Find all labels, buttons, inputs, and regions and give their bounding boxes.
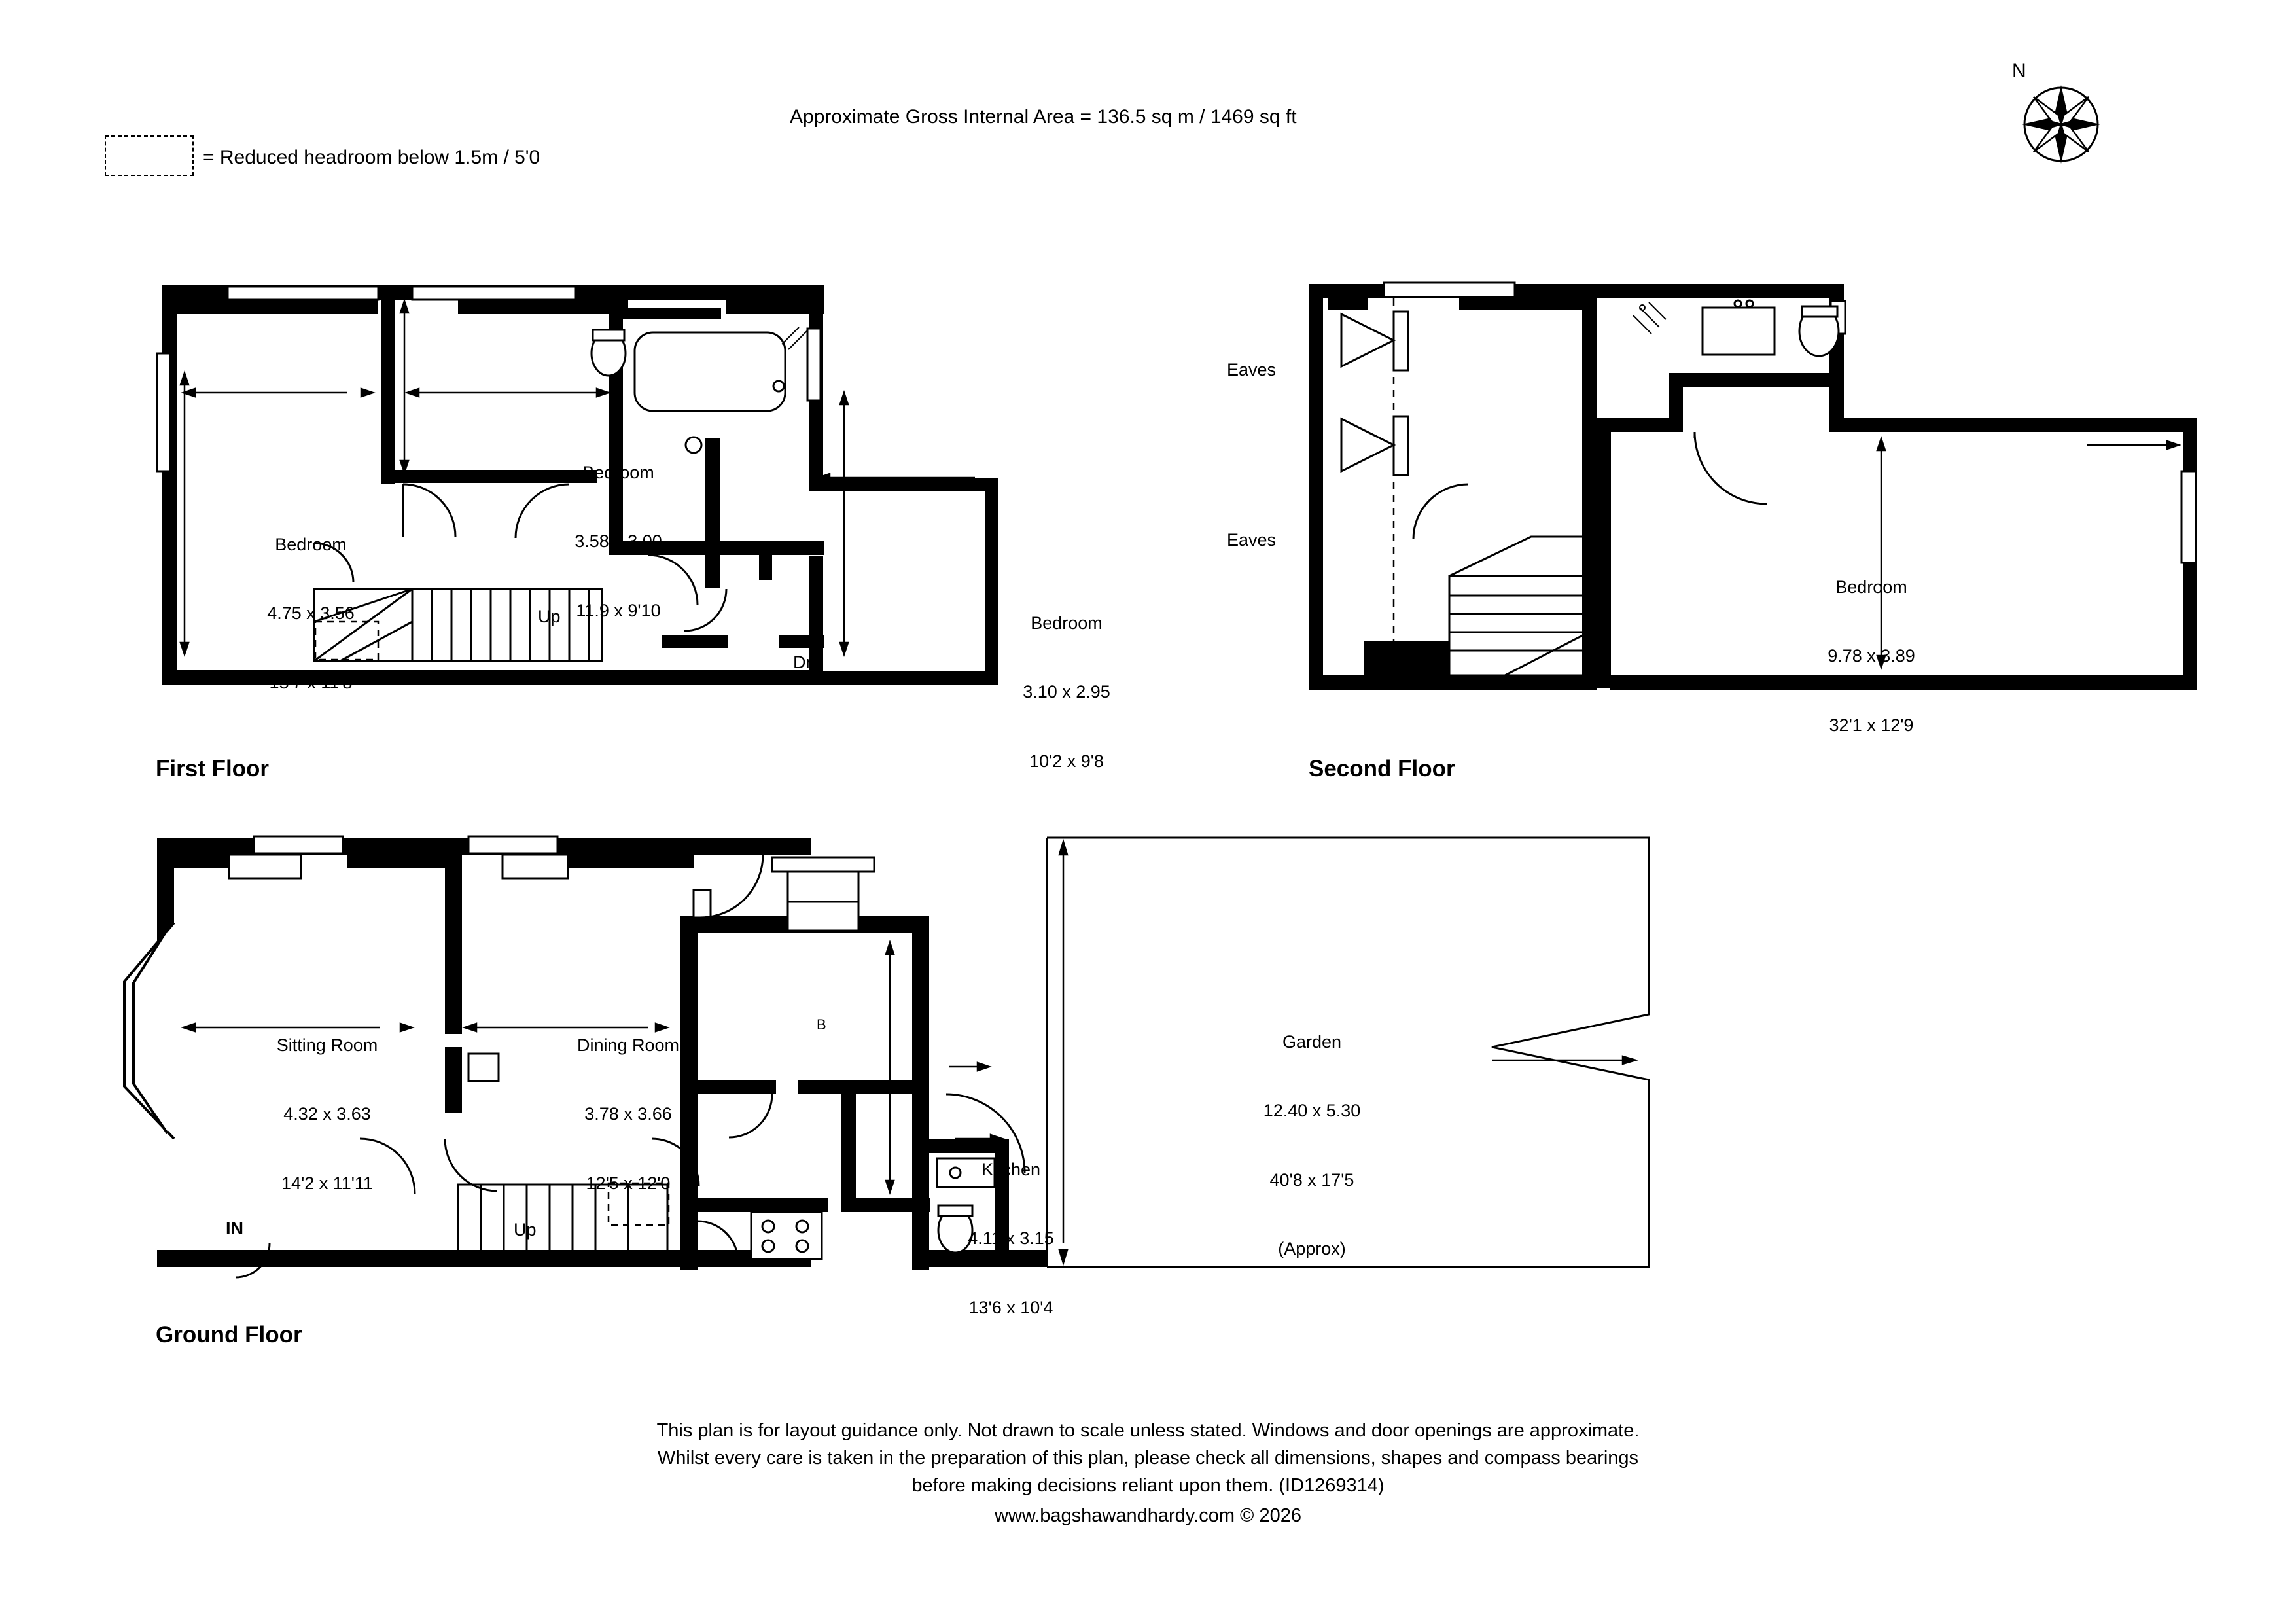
room-name: Dining Room (576, 1035, 680, 1056)
room-metric: 12.40 x 5.30 (1263, 1101, 1361, 1121)
second-floor-room-bedroom (1763, 530, 1979, 760)
room-note: (Approx) (1278, 1239, 1346, 1259)
room-imperial: 11.9 x 9'10 (576, 600, 661, 620)
room-metric: 3.58 x 3.00 (574, 531, 662, 552)
room-name: Sitting Room (276, 1035, 378, 1056)
second-floor-eaves-label-1: Eaves (1227, 360, 1277, 380)
room-name: Garden (1282, 1032, 1342, 1052)
room-name: Bedroom (1031, 613, 1103, 633)
room-name: Kitchen (981, 1160, 1041, 1180)
room-imperial: 15'7 x 11'8 (269, 672, 353, 692)
ground-floor-title: Ground Floor (156, 1322, 302, 1347)
ground-floor-room-dining (517, 988, 739, 1218)
ground-floor-room-sitting (216, 988, 438, 1218)
gross-area-note: Approximate Gross Internal Area = 136.5 sq m / 1469 sq ft (790, 106, 1297, 128)
ground-floor-marker-b: B (817, 1016, 826, 1033)
room-imperial: 32'1 x 12'9 (1829, 715, 1914, 735)
footer-line-3: before making decisions reliant upon them. (ID1269314) (911, 1475, 1385, 1496)
ground-floor-marker-in: IN (226, 1219, 243, 1238)
room-imperial: 14'2 x 11'11 (281, 1173, 373, 1193)
ground-floor-room-garden (1204, 985, 1420, 1283)
room-metric: 3.78 x 3.66 (584, 1104, 672, 1124)
room-metric: 4.75 x 3.56 (267, 603, 355, 624)
room-metric: 4.11 x 3.15 (968, 1228, 1054, 1249)
reduced-headroom-legend-label: = Reduced headroom below 1.5m / 5'0 (203, 147, 540, 168)
first-floor-marker-dn: Dn (793, 652, 816, 672)
ground-floor-marker-up: Up (514, 1220, 537, 1240)
room-metric: 9.78 x 3.89 (1828, 646, 1915, 666)
footer-website[interactable]: www.bagshawandhardy.com © 2026 (995, 1505, 1301, 1526)
ground-floor-room-kitchen (903, 1113, 1119, 1342)
compass-north-label: N (2012, 60, 2026, 82)
room-name: Bedroom (275, 535, 347, 555)
room-metric: 4.32 x 3.63 (283, 1104, 371, 1124)
footer-line-2: Whilst every care is taken in the preparation of this plan, please check all dimensions, shapes and compass bearings (657, 1448, 1639, 1469)
second-floor-eaves-label-2: Eaves (1227, 530, 1277, 550)
room-imperial: 12'5 x 12'0 (586, 1173, 671, 1193)
second-floor-marker-dn: Dn (1412, 666, 1435, 685)
first-floor-room-bedroom-1 (196, 488, 425, 717)
first-floor-room-bedroom-3 (959, 566, 1174, 796)
room-name: Bedroom (582, 463, 654, 483)
footer-line-1: This plan is for layout guidance only. Not drawn to scale unless stated. Windows and door openings are approximate. (656, 1420, 1640, 1441)
first-floor-title: First Floor (156, 756, 270, 781)
room-imperial: 13'6 x 10'4 (968, 1297, 1053, 1317)
reduced-headroom-swatch (105, 135, 194, 176)
second-floor-title: Second Floor (1309, 756, 1455, 781)
first-floor-marker-up: Up (538, 607, 561, 626)
second-floor-plan (1302, 275, 2199, 713)
room-imperial: 40'8 x 17'5 (1269, 1169, 1354, 1190)
room-name: Bedroom (1835, 577, 1907, 597)
room-metric: 3.10 x 2.95 (1023, 682, 1110, 702)
room-imperial: 10'2 x 9'8 (1029, 751, 1104, 771)
